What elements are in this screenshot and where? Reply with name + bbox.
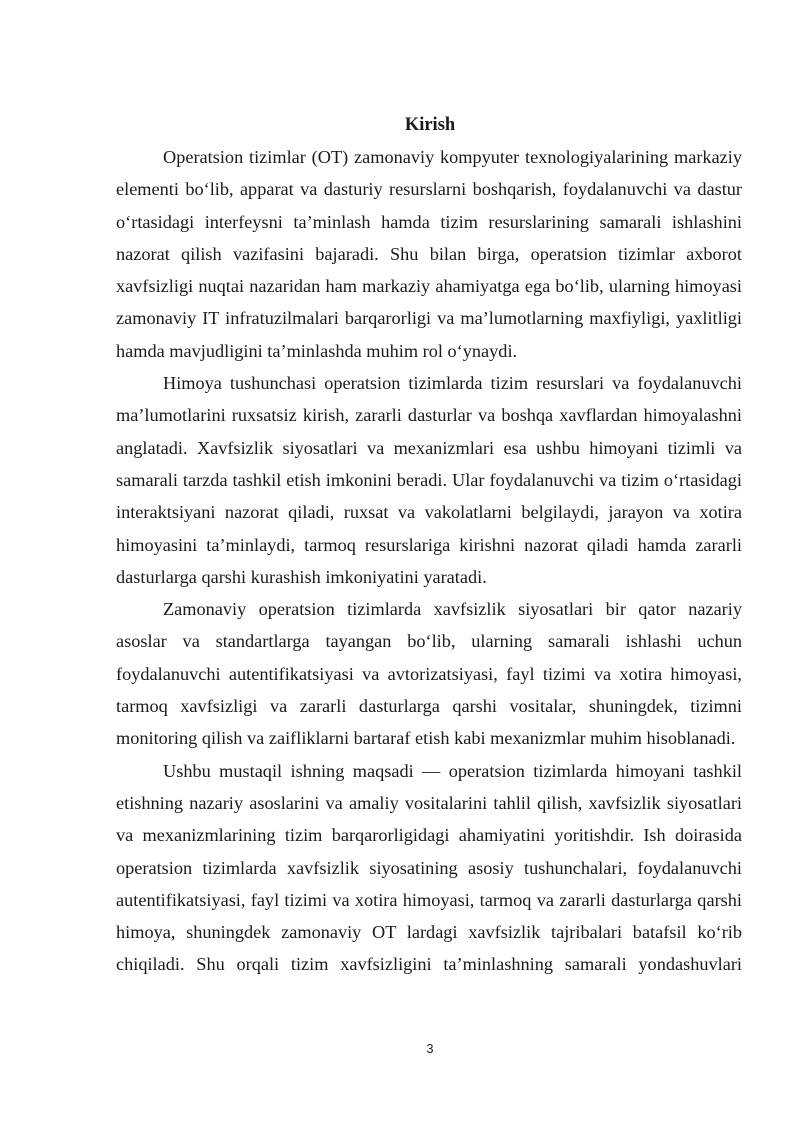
page-number: 3 [426,1042,434,1056]
paragraph: Zamonaviy operatsion tizimlarda xavfsizlik siyosatlari bir qator nazariy asoslar va standartlarga tayangan bo‘lib, ularning samarali ishlashi uchun foydalanuvchi autentifikatsiyasi va avtorizatsiyasi, fayl tizimi va xotira himoyasi, tarmoq xavfsizligi va zararli dasturlarga qarshi vositalar, shuningdek, tizimni monitoring qilish va zaifliklarni bartaraf etish kabi mexanizmlar muhim hisoblanadi. [116,599,742,749]
section-title: Kirish [404,115,456,135]
paragraph: Himoya tushunchasi operatsion tizimlarda tizim resurslari va foydalanuvchi ma’lumotlarini ruxsatsiz kirish, zararli dasturlar va boshqa xavflardan himoyalashni anglatadi. Xavfsizlik siyosatlari va mexanizmlari esa ushbu himoyani tizimli va samarali tarzda tashkil etish imkonini beradi. Ular foydalanuvchi va tizim o‘rtasidagi interaktsiyani nazorat qiladi, ruxsat va vakolatlarni belgilaydi, jarayon va xotira himoyasini ta’minlaydi, tarmoq resurslariga kirishni nazorat qiladi hamda zararli dasturlarga qarshi kurashish imkoniyatini yaratadi. [116,373,742,587]
body-text [116,141,742,981]
paragraph: Ushbu mustaqil ishning maqsadi — operatsion tizimlarda himoyani tashkil etishning nazariy asoslarini va amaliy vositalarini tahlil qilish, xavfsizlik siyosatlari va mexanizmlarining tizim barqarorligidagi ahamiyatini yoritishdir. Ish doirasida operatsion tizimlarda xavfsizlik siyosatining asosiy tushunchalari, foydalanuvchi autentifikatsiyasi, fayl tizimi va xotira himoyasi, tarmoq va zararli dasturlarga qarshi himoya, shuningdek zamonaviy OT lardagi xavfsizlik tajribalari batafsil ko‘rib chiqiladi. Shu orqali tizim xavfsizligini ta’minlashning samarali yondashuvlari [116,760,742,975]
paragraph: Operatsion tizimlar (OT) zamonaviy kompyuter texnologiyalarining markaziy elementi bo‘lib, apparat va dasturiy resurslarni boshqarish, foydalanuvchi va dastur o‘rtasidagi interfeysni ta’minlash hamda tizim resurslarining samarali ishlashini nazorat qilish vazifasini bajaradi. Shu bilan birga, operatsion tizimlar axborot xavfsizligi nuqtai nazaridan ham markaziy ahamiyatga ega bo‘lib, ularning himoyasi zamonaviy IT infratuzilmalari barqarorligi va ma’lumotlarning maxfiyligi, yaxlitligi hamda mavjudligini ta’minlashda muhim rol o‘ynaydi. [116,147,742,361]
